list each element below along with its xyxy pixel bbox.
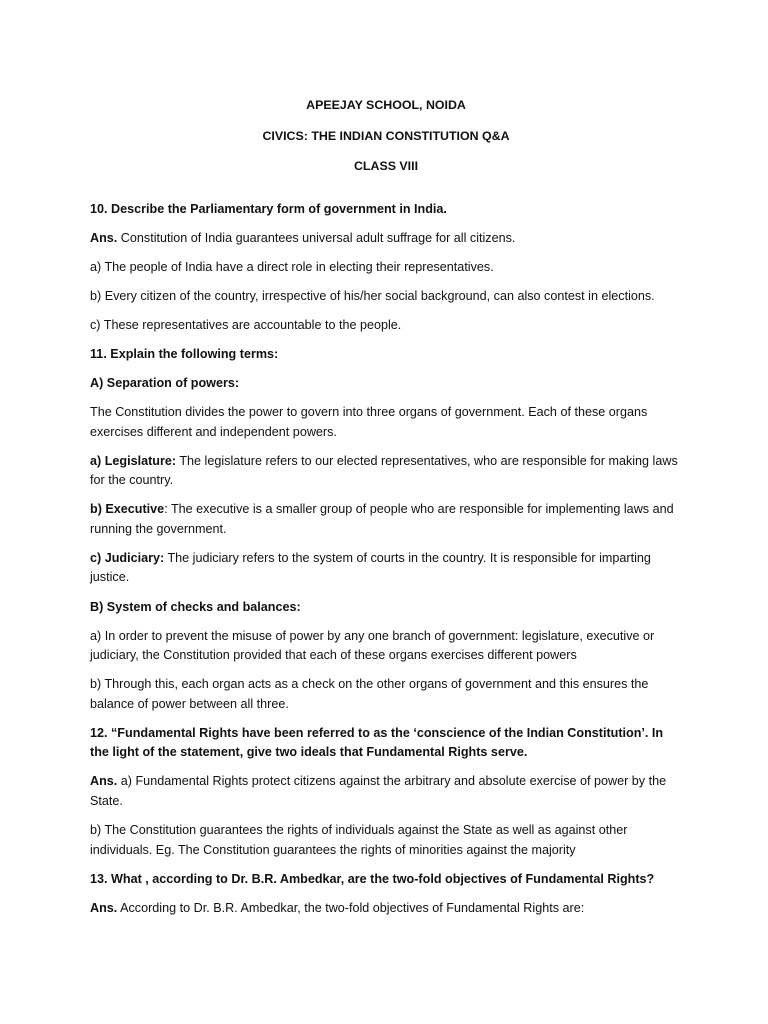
question-13: 13. What , according to Dr. B.R. Ambedkar, are the two-fold objectives of Fundamental Rights? (90, 871, 655, 886)
separation-intro: The Constitution divides the power to govern into three organs of government. Each of these organs exercises different and independent powers. (90, 405, 648, 439)
document-title: CIVICS: THE INDIAN CONSTITUTION Q&A (262, 128, 510, 143)
answer-10-point-b: b) Every citizen of the country, irrespective of his/her social background, can also contest in elections. (90, 288, 655, 303)
judiciary-text: The judiciary refers to the system of courts in the country. It is responsible for imparting justice. (90, 550, 651, 585)
legislature-definition (90, 452, 682, 491)
legislature-label: a) Legislature: (90, 453, 177, 468)
executive-definition (90, 500, 682, 539)
answer-text: Constitution of India guarantees universal adult suffrage for all citizens. (117, 230, 516, 245)
question-11: 11. Explain the following terms: (90, 346, 279, 361)
answer-12-point-a (90, 772, 682, 811)
answer-10 (90, 229, 682, 249)
executive-text: : The executive is a smaller group of people who are responsible for implementing laws and running the government. (90, 502, 674, 536)
question-10: 10. Describe the Parliamentary form of government in India. (90, 201, 447, 216)
section-checks-and-balances: B) System of checks and balances: (90, 599, 301, 614)
judiciary-definition (90, 549, 682, 588)
legislature-text: The legislature refers to our elected representatives, who are responsible for making laws for the country. (90, 453, 678, 488)
answer-label: Ans. (90, 230, 118, 245)
section-separation-of-powers: A) Separation of powers: (90, 376, 240, 391)
checks-point-b: b) Through this, each organ acts as a check on the other organs of government and this ensures the balance of power between all three. (90, 677, 649, 711)
executive-label: b) Executive (90, 502, 165, 517)
class-label: CLASS VIII (353, 159, 419, 173)
checks-point-a: a) In order to prevent the misuse of power by any one branch of government: legislature, executive or judiciary, the Constitution provided that each of these organs exercises different powers (90, 628, 655, 663)
school-name: APEEJAY SCHOOL, NOIDA (306, 98, 466, 112)
answer-10-point-a: a) The people of India have a direct role in electing their representatives. (90, 259, 494, 274)
answer-10-point-c: c) These representatives are accountable to the people. (90, 317, 402, 332)
answer-label: Ans. (90, 900, 118, 915)
answer-13 (90, 899, 682, 919)
answer-12-point-b: b) The Constitution guarantees the rights of individuals against the State as well as against other individuals. Eg. The Constitution guarantees the rights of minorities against the majority (90, 823, 628, 857)
answer-text: a) Fundamental Rights protect citizens against the arbitrary and absolute exercise of power by the State. (90, 774, 667, 808)
judiciary-label: c) Judiciary: (90, 550, 165, 565)
question-12: 12. “Fundamental Rights have been referred to as the ‘conscience of the Indian Constitution’. In the light of the statement, give two ideals that Fundamental Rights serve. (90, 725, 664, 760)
answer-label: Ans. (90, 774, 118, 789)
answer-text: According to Dr. B.R. Ambedkar, the two-fold objectives of Fundamental Rights are: (117, 900, 585, 915)
